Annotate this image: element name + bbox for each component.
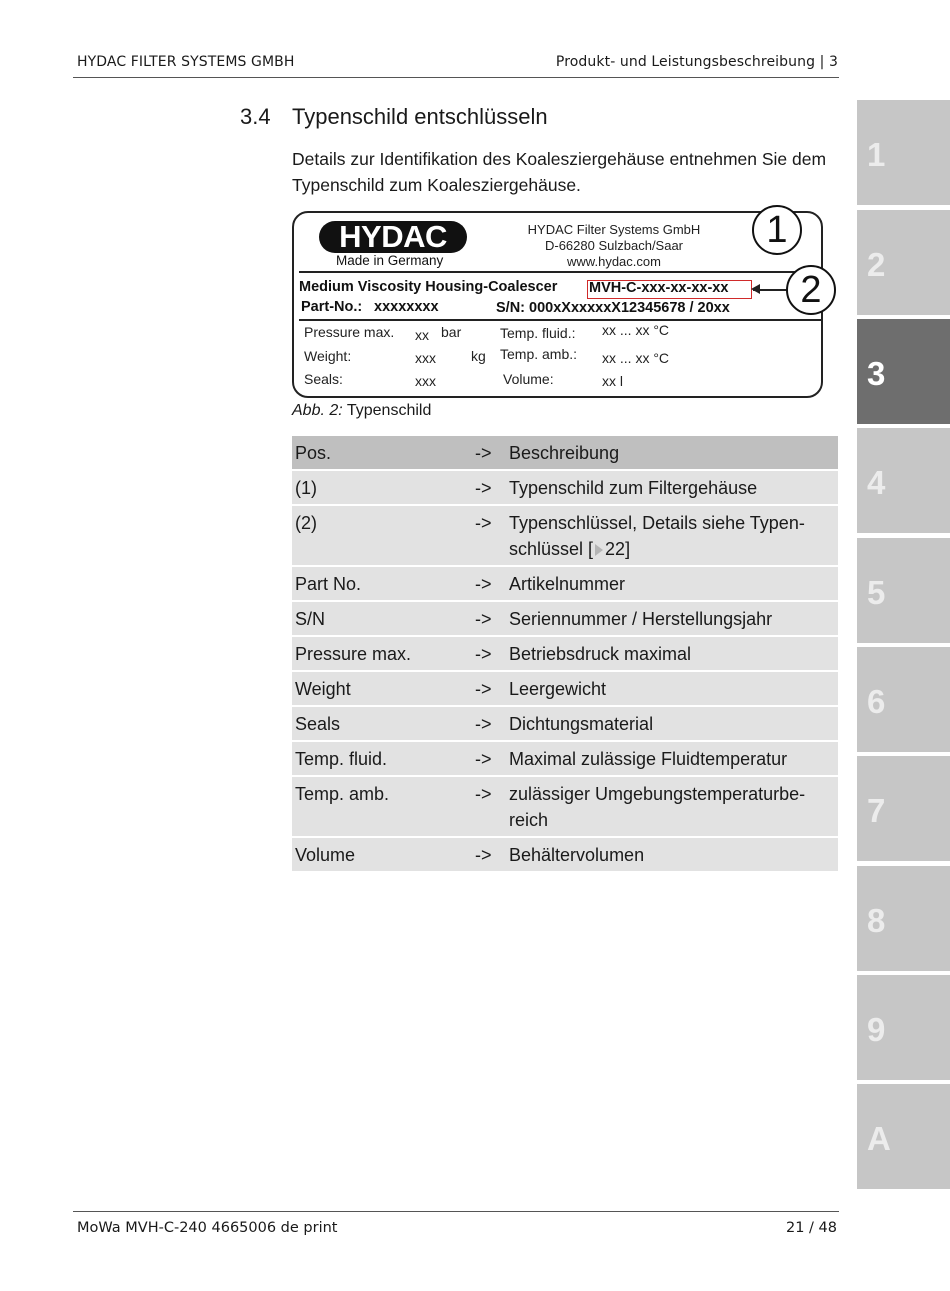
chapter-tab-7[interactable]: 7	[857, 756, 950, 861]
plate-company-address: D-66280 Sulzbach/Saar	[544, 238, 684, 253]
plate-divider-bottom	[299, 319, 821, 321]
row-arrow: ->	[472, 566, 506, 601]
header-company: HYDAC FILTER SYSTEMS GMBH	[77, 54, 295, 70]
caption-label: Abb. 2:	[292, 402, 343, 419]
row-arrow: ->	[472, 636, 506, 671]
callout-1: 1	[752, 205, 802, 255]
callout-2: 2	[786, 265, 836, 315]
row-desc: Betriebsdruck maximal	[506, 636, 838, 671]
row-desc-text: Typenschlüssel, Details siehe Typenschlüssel [	[509, 513, 805, 559]
type-plate	[292, 211, 823, 398]
table-header-arrow: ->	[472, 436, 506, 470]
table-row	[292, 566, 838, 601]
plate-temp-fluid-label: Temp. fluid.:	[500, 325, 576, 341]
table-row	[292, 776, 838, 837]
row-arrow: ->	[472, 706, 506, 741]
row-pos: S/N	[292, 601, 472, 636]
row-pos: Temp. fluid.	[292, 741, 472, 776]
table-row	[292, 671, 838, 706]
plate-temp-amb-label: Temp. amb.:	[500, 346, 578, 362]
plate-temp-fluid-value: xx ... xx °C	[602, 322, 670, 338]
row-desc: zulässiger Umgebungstemperaturbereich	[506, 776, 838, 837]
plate-serial: S/N: 000xXxxxxxX12345678 / 20xx	[496, 300, 730, 316]
plate-pressure-unit: bar	[441, 324, 462, 340]
chapter-tab-6[interactable]: 6	[857, 647, 950, 752]
row-desc: Typenschild zum Filtergehäuse	[506, 470, 838, 505]
footer-divider	[73, 1211, 839, 1212]
row-pos: Weight	[292, 671, 472, 706]
chapter-tab-8[interactable]: 8	[857, 866, 950, 971]
legend-table	[292, 436, 838, 873]
table-row	[292, 837, 838, 872]
caption-text: Typenschild	[342, 402, 432, 419]
table-header-desc: Beschreibung	[506, 436, 838, 470]
plate-volume-value: xx l	[602, 373, 623, 389]
section-title: Typenschild entschlüsseln	[292, 104, 548, 129]
cross-ref-link[interactable]: 22]	[605, 539, 631, 559]
row-desc: Dichtungsmaterial	[506, 706, 838, 741]
chapter-tab-9[interactable]: 9	[857, 975, 950, 1080]
plate-company-name: HYDAC Filter Systems GmbH	[527, 222, 701, 237]
section-intro: Details zur Identifikation des Koalesziergehäuse entnehmen Sie dem Typenschild zum Koalesziergehäuse.	[292, 149, 827, 195]
plate-pressure-value: xx	[415, 327, 429, 343]
plate-temp-amb-value: xx ... xx °C	[602, 350, 670, 366]
row-arrow: ->	[472, 741, 506, 776]
plate-type-key: MVH-C-xxx-xx-xx-xx	[589, 280, 729, 296]
row-desc	[506, 505, 838, 566]
table-header-pos: Pos.	[292, 436, 472, 470]
row-pos: Temp. amb.	[292, 776, 472, 837]
table-row	[292, 470, 838, 505]
header-divider	[73, 77, 839, 78]
chapter-tab-1[interactable]: 1	[857, 100, 950, 205]
table-row	[292, 505, 838, 566]
table-header-row	[292, 436, 838, 470]
figure-caption	[292, 402, 431, 420]
plate-part-no-value: xxxxxxxx	[374, 299, 439, 315]
row-arrow: ->	[472, 470, 506, 505]
plate-divider-top	[299, 271, 821, 273]
plate-weight-label: Weight:	[304, 348, 352, 364]
plate-company-web: www.hydac.com	[567, 254, 661, 269]
chapter-tab-4[interactable]: 4	[857, 428, 950, 533]
hydac-logo: HYDAC	[319, 221, 467, 253]
chapter-tab-a[interactable]: A	[857, 1084, 950, 1189]
row-arrow: ->	[472, 601, 506, 636]
row-pos: (2)	[292, 505, 472, 566]
cross-ref-arrow-icon	[595, 544, 603, 556]
plate-seals-label: Seals:	[304, 371, 343, 387]
row-desc: Leergewicht	[506, 671, 838, 706]
chapter-tab-5[interactable]: 5	[857, 538, 950, 643]
plate-pressure-label: Pressure max.	[304, 324, 395, 340]
row-arrow: ->	[472, 776, 506, 837]
plate-product: Medium Viscosity Housing-Coalescer	[299, 279, 558, 295]
table-row	[292, 601, 838, 636]
callout-arrow-icon	[751, 284, 760, 294]
plate-volume-label: Volume:	[503, 371, 554, 387]
made-in-label: Made in Germany	[336, 253, 444, 268]
row-desc: Maximal zulässige Fluidtemperatur	[506, 741, 838, 776]
table-row	[292, 706, 838, 741]
footer-page-number: 21 / 48	[785, 1220, 837, 1236]
section-number: 3.4	[240, 104, 271, 129]
row-pos: Volume	[292, 837, 472, 872]
plate-weight-value: xxx	[415, 350, 436, 366]
plate-part-no-label: Part-No.:	[301, 299, 363, 315]
header-chapter: Produkt- und Leistungsbeschreibung | 3	[555, 54, 838, 70]
row-arrow: ->	[472, 837, 506, 872]
chapter-tab-3[interactable]: 3	[857, 319, 950, 424]
table-row	[292, 741, 838, 776]
row-arrow: ->	[472, 505, 506, 566]
row-desc: Seriennummer / Herstellungsjahr	[506, 601, 838, 636]
table-row	[292, 636, 838, 671]
plate-weight-unit: kg	[471, 348, 486, 364]
chapter-tab-2[interactable]: 2	[857, 210, 950, 315]
row-arrow: ->	[472, 671, 506, 706]
type-key-highlight	[587, 280, 752, 299]
row-pos: Seals	[292, 706, 472, 741]
plate-seals-value: xxx	[415, 373, 436, 389]
row-desc: Behältervolumen	[506, 837, 838, 872]
plate-company	[474, 222, 754, 270]
row-pos: Part No.	[292, 566, 472, 601]
row-pos: Pressure max.	[292, 636, 472, 671]
footer-doc: MoWa MVH-C-240 4665006 de print	[77, 1220, 338, 1236]
row-desc: Artikelnummer	[506, 566, 838, 601]
row-pos: (1)	[292, 470, 472, 505]
